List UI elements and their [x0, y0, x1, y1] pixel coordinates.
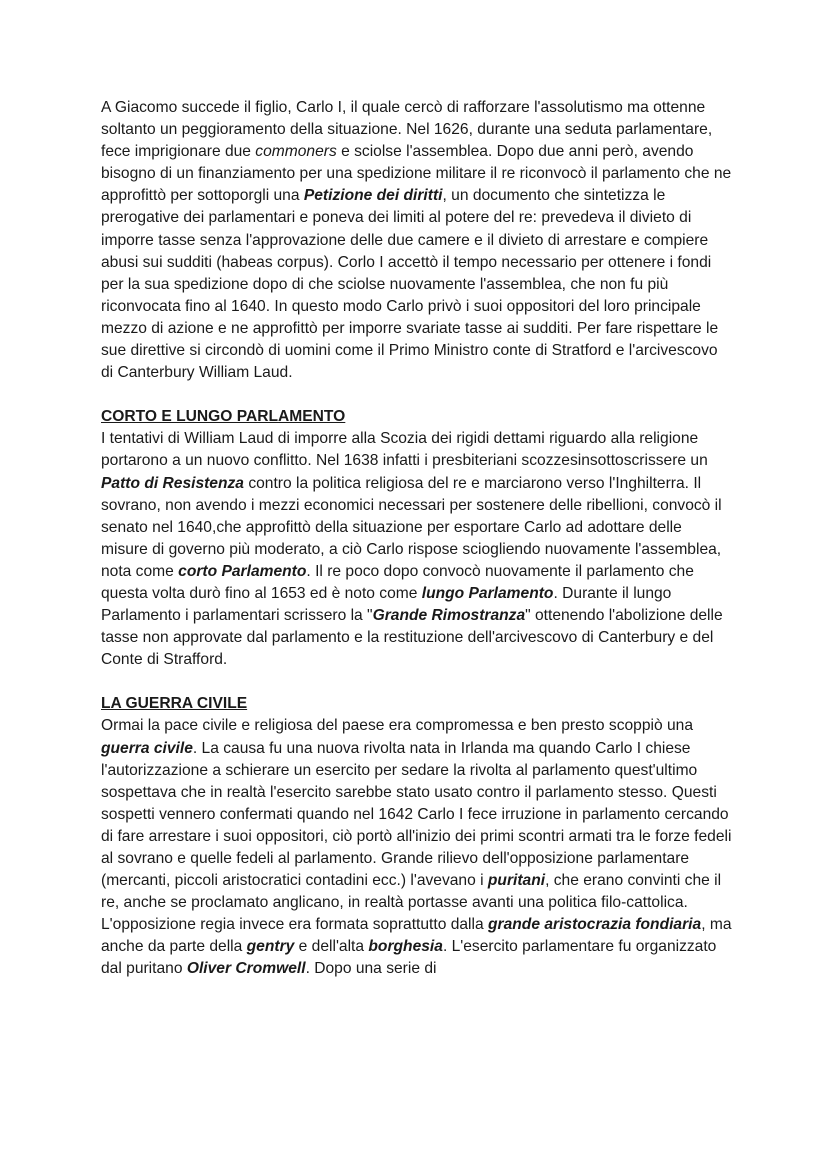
emphasis-text: puritani: [487, 872, 546, 890]
text-run: . Il re poco dopo convocò nuovamente il parlamento che questa volta durò fino al 1653 ed è noto come: [101, 562, 694, 602]
section-0: [101, 97, 732, 384]
text-run: . La causa fu una nuova rivolta nata in Irlanda ma quando Carlo I chiese l'autorizzazione a schierare un esercito per sedare la rivolta al parlamento quest'ultimo sospettava che in realtà l'esercito sarebbe stato usato contro il parlamento stesso. Questi sospetti vennero confermati quando nel 1642 Carlo I fece irruzione in parlamento cercando di fare arrestare i suoi oppositori, ciò portò all'inizio dei primi scontri armati tra le forze fedeli al sovrano e quelle fedeli al parlamento. Grande rilievo dell'opposizione parlamentare (mercanti, piccoli aristocratici contadini ecc.) l'avevano i: [101, 739, 732, 890]
text-run: A Giacomo succede il figlio, Carlo I, il quale cercò di rafforzare l'assolutismo ma ottenne soltanto un peggioramento della situazione. Nel 1626, durante una seduta parlamentare, fece imprigionare due: [101, 99, 713, 161]
paragraph: [101, 914, 732, 980]
text-run: . L'esercito parlamentare fu organizzato dal puritano: [101, 938, 717, 978]
emphasis-text: guerra civile: [101, 739, 193, 757]
text-run: , un documento che sintetizza le prerogative dei parlamentari e poneva dei limiti al potere del re: prevedeva il divieto di imporre tasse senza l'approvazione delle due camere e il divieto di arrestare e compiere abusi sui sudditi (habeas corpus). Corlo I accettò il tempo necessario per ottenere i fondi per la sua spedizione dopo di che sciolse nuovamente l'assemblea, che non fu più riconvocata fino al 1640. In questo modo Carlo privò i suoi oppositori del loro principale mezzo di azione e ne approfittò per imporre svariate tasse ai sudditi. Per fare rispettare le sue direttive si circondò di uomini come il Primo Ministro conte di Stratford e l'arcivescovo di Canterbury William Laud.: [101, 187, 719, 382]
emphasis-text: corto Parlamento: [178, 562, 307, 580]
emphasis-text: borghesia: [368, 938, 443, 956]
section-spacer: [101, 671, 732, 693]
text-run: e sciolse l'assemblea. Dopo due anni però, avendo bisogno di un finanziamento per una spedizione militare il re riconvocò il parlamento che ne approfittò per sottoporgli una: [101, 143, 732, 205]
section-2: [101, 693, 732, 980]
text-run: Ormai la pace civile e religiosa del paese era compromessa e ben presto scoppiò una: [101, 717, 694, 735]
section-1: [101, 406, 732, 671]
emphasis-text: Grande Rimostranza: [372, 607, 526, 625]
emphasis-text: commoners: [255, 143, 337, 161]
text-run: e dell'alta: [294, 938, 369, 956]
emphasis-text: Patto di Resistenza: [101, 474, 244, 492]
section-heading: CORTO E LUNGO PARLAMENTO: [101, 408, 346, 426]
document-body: [101, 97, 732, 981]
text-run: , ma anche da parte della: [101, 916, 732, 956]
emphasis-text: gentry: [246, 938, 295, 956]
emphasis-text: Oliver Cromwell: [186, 960, 306, 978]
emphasis-text: lungo Parlamento: [421, 584, 554, 602]
section-heading: LA GUERRA CIVILE: [101, 695, 248, 713]
paragraph: [101, 715, 732, 914]
text-run: , che erano convinti che il re, anche se proclamato anglicano, in realtà portasse avanti una politica filo-cattolica.: [101, 872, 722, 912]
text-run: L'opposizione regia invece era formata soprattutto dalla: [101, 916, 488, 934]
text-run: I tentativi di William Laud di imporre alla Scozia dei rigidi dettami riguardo alla religione portarono a un nuovo conflitto. Nel 1638 infatti i presbiteriani scozzesinsottoscrissere un: [101, 430, 708, 470]
text-run: contro la politica religiosa del re e marciarono verso l'Inghilterra. Il sovrano, non avendo i mezzi economici necessari per sostenere delle ribellioni, convocò il senato nel 1640,che approfittò della situazione per esportare Carlo ad adottare delle misure di governo più moderato, a ciò Carlo rispose sciogliendo nuovamente l'assemblea, nota come: [101, 474, 722, 580]
emphasis-text: grande aristocrazia fondiaria: [488, 916, 702, 934]
emphasis-text: Petizione dei diritti: [303, 187, 443, 205]
text-run: " ottenendo l'abolizione delle tasse non approvate dal parlamento e la restituzione dell'arcivescovo di Canterbury e del Conte di Strafford.: [101, 607, 723, 669]
text-run: . Durante il lungo Parlamento i parlamentari scrissero la ": [101, 584, 672, 625]
paragraph: [101, 428, 732, 671]
paragraph: [101, 97, 732, 384]
text-run: . Dopo una serie di: [305, 960, 437, 978]
section-spacer: [101, 384, 732, 406]
